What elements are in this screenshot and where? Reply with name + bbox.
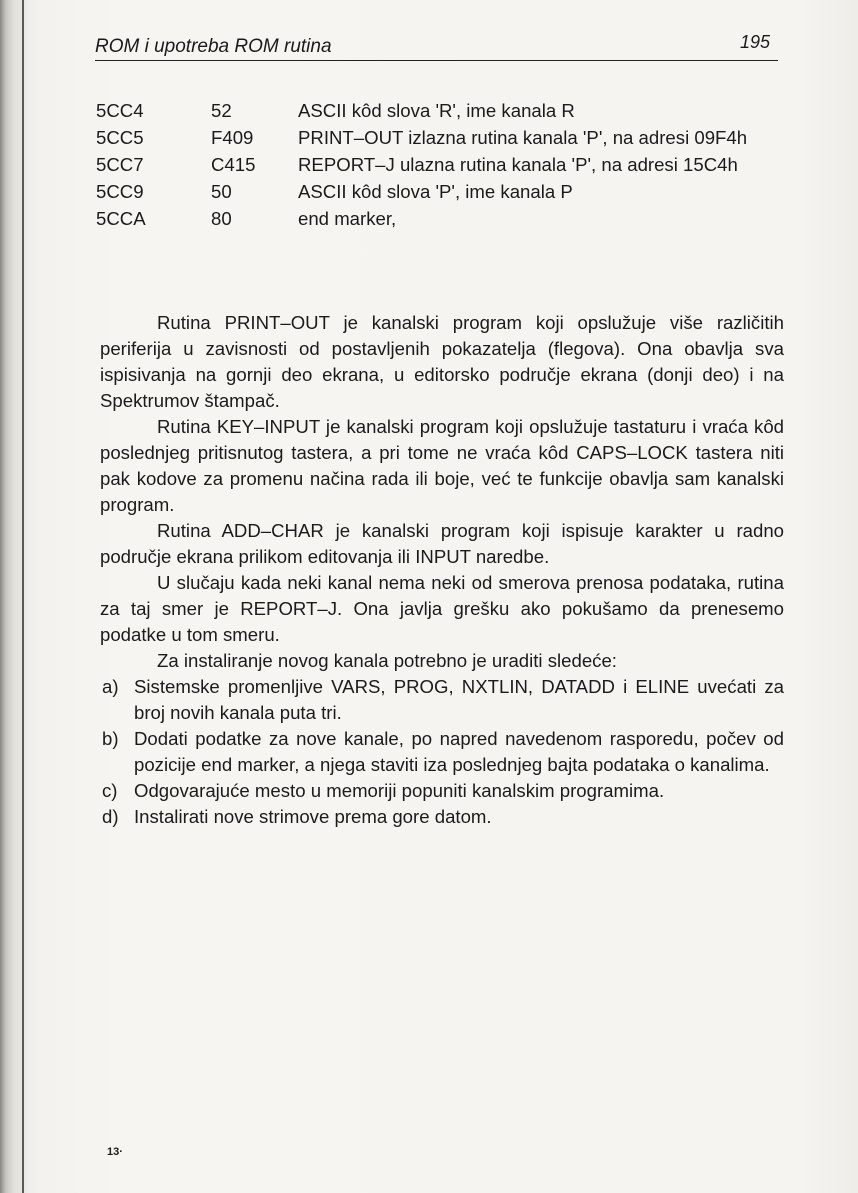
list-item-text: Instalirati nove strimove prema gore datom.	[134, 806, 492, 827]
table-row	[96, 151, 796, 178]
table-row	[96, 205, 796, 232]
table-row	[96, 124, 796, 151]
list-item-text: Dodati podatke za nove kanale, po napred navedenom rasporedu, počev od pozicije end marker, a njega staviti iza poslednjeg bajta podataka o kanalima.	[134, 728, 784, 775]
address-cell: 5CCA	[96, 208, 146, 229]
list-item	[100, 674, 784, 726]
table-row	[96, 97, 796, 124]
paragraph: Rutina ADD–CHAR je kanalski program koji ispisuje karakter u radno područje ekrana prilikom editovanja ili INPUT naredbe.	[100, 520, 784, 567]
list-item	[100, 726, 784, 778]
list-marker: b)	[102, 728, 119, 749]
list-item	[100, 778, 784, 804]
body-text	[100, 310, 784, 830]
table-row	[96, 178, 796, 205]
header-rule	[95, 60, 778, 61]
binding-line	[22, 0, 24, 1193]
code-cell: 80	[211, 208, 232, 229]
paragraph: Rutina KEY–INPUT je kanalski program koji opslužuje tastaturu i vraća kôd poslednjeg pritisnutog tastera, a pri tome ne vraća kôd CAPS–LOCK tastera niti pak kodove za promenu načina rada ili boje, već te funkcije obavlja sam kanalski program.	[100, 416, 784, 515]
address-cell: 5CC7	[96, 154, 144, 175]
list-marker: d)	[102, 806, 119, 827]
address-cell: 5CC4	[96, 100, 144, 121]
page-number: 195	[740, 32, 771, 52]
list-item-text: Sistemske promenljive VARS, PROG, NXTLIN, DATADD i ELINE uvećati za broj novih kanala puta tri.	[134, 676, 784, 723]
running-head: ROM i upotreba ROM rutina	[95, 36, 332, 57]
binding-shadow	[0, 0, 30, 1193]
address-cell: 5CC5	[96, 127, 144, 148]
description-cell: REPORT–J ulazna rutina kanala 'P', na adresi 15C4h	[298, 154, 738, 175]
list-marker: a)	[102, 676, 119, 697]
channel-table	[96, 97, 796, 232]
list-item-text: Odgovarajuće mesto u memoriji popuniti kanalskim programima.	[134, 780, 665, 801]
list-intro: Za instaliranje novog kanala potrebno je uraditi sledeće:	[157, 650, 617, 671]
description-cell: ASCII kôd slova 'P', ime kanala P	[298, 181, 573, 202]
code-cell: 52	[211, 100, 232, 121]
description-cell: ASCII kôd slova 'R', ime kanala R	[298, 100, 575, 121]
paragraph: Rutina PRINT–OUT je kanalski program koji opslužuje više različitih periferija u zavisnosti od postavljenih pokazatelja (flegova). Ona obavlja sva ispisivanja na gornji deo ekrana, u editorsko područje ekrana (donji deo) i na Spektrumov štampač.	[100, 312, 784, 411]
list-marker: c)	[102, 780, 118, 801]
paragraph: U slučaju kada neki kanal nema neki od smerova prenosa podataka, rutina za taj smer je REPORT–J. Ona javlja grešku ako pokušamo da prenesemo podatke u tom smeru.	[100, 572, 784, 645]
description-cell: end marker,	[298, 208, 397, 229]
code-cell: C415	[211, 154, 256, 175]
address-cell: 5CC9	[96, 181, 144, 202]
code-cell: F409	[211, 127, 254, 148]
code-cell: 50	[211, 181, 232, 202]
list-item	[100, 804, 784, 830]
description-cell: PRINT–OUT izlazna rutina kanala 'P', na adresi 09F4h	[298, 127, 748, 148]
signature-mark: 13·	[107, 1146, 123, 1158]
